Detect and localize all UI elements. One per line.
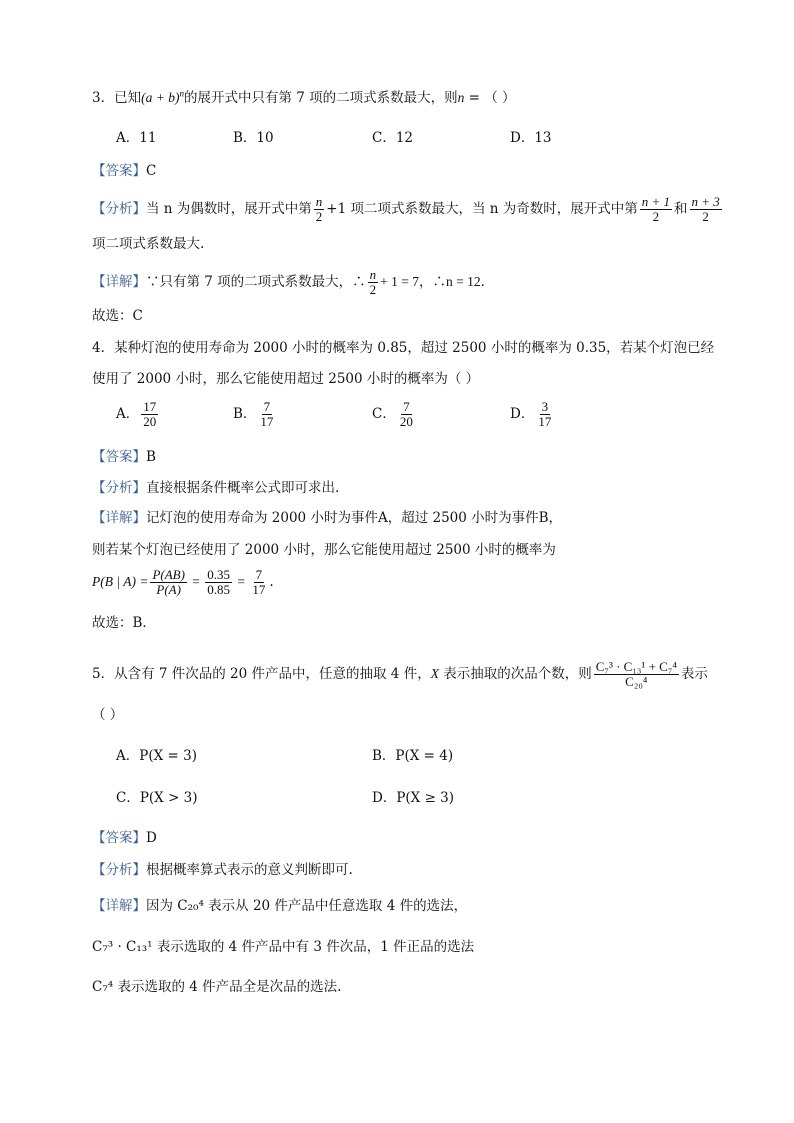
q4-formula: P(B | A) = $\frac{P(AB)}{P(A)}$ = $\frac{0.35}{0.85}$ = $\frac{7}{17}$ . bbox=[92, 567, 274, 597]
q5-stem-line2: （ ） bbox=[92, 707, 124, 723]
q4-option-b: B． $\frac{7}{17}$ bbox=[233, 399, 274, 429]
q5-combination-frac: $\frac{\text{C₇³ · C₁₃¹ + C₇⁴}}{\text{C₂₀⁴}}$ bbox=[595, 659, 677, 689]
q5-option-c: C．P(X > 3) bbox=[116, 790, 198, 806]
q3-frac-n-plus-3: $\frac{n + 3}{2}$ bbox=[691, 194, 720, 224]
q3-stem: 3．已知$(a + b)^n$的展开式中只有第 7 项的二项式系数最大，则n = （ ） bbox=[92, 88, 516, 106]
q3-detail-frac: $\frac{n}{2}$ bbox=[369, 267, 377, 297]
q5-analysis: 【分析】根据概率算式表示的意义判断即可. bbox=[92, 862, 353, 878]
q5-stem-line1: 5．从含有 7 件次品的 20 件产品中，任意的抽取 4 件，X 表示抽取的次品个数，则 $\frac{\text{C₇³ · C₁₃¹ + C₇⁴}}{\text{C₂₀⁴}}$ 表示 bbox=[92, 659, 708, 689]
q4-stem-line1: 4．某种灯泡的使用寿命为 2000 小时的概率为 0.85，超过 2500 小时的概率为 0.35，若某个灯泡已经 bbox=[92, 340, 715, 356]
q3-option-a: A．11 bbox=[116, 130, 157, 146]
q3-frac-n-over-2: $\frac{n}{2}$ bbox=[315, 194, 323, 224]
q4-option-d: D． $\frac{3}{17}$ bbox=[510, 399, 552, 429]
q3-expr: $(a + b)^n$ bbox=[141, 88, 184, 105]
q5-detail-line3: C₇⁴ 表示选取的 4 件产品全是次品的选法. bbox=[92, 979, 342, 995]
q5-option-d: D．P(X ≥ 3) bbox=[372, 790, 455, 806]
q3-option-d: D．13 bbox=[510, 130, 552, 146]
q4-option-a: A． $\frac{17}{20}$ bbox=[116, 399, 157, 429]
q5-option-b: B．P(X = 4) bbox=[372, 748, 454, 764]
q5-option-a: A．P(X = 3) bbox=[116, 748, 197, 764]
q4-answer: 【答案】B bbox=[92, 449, 156, 465]
q4-stem-line2: 使用了 2000 小时，那么它能使用超过 2500 小时的概率为（ ） bbox=[92, 371, 480, 387]
q4-choice: 故选：B． bbox=[92, 615, 156, 631]
q3-detail: 【详解】∵只有第 7 项的二项式系数最大，∴ $\frac{n}{2}$ + 1 = 7，∴n = 12． bbox=[92, 267, 495, 297]
q3-option-b: B．10 bbox=[233, 130, 274, 146]
q3-analysis: 【分析】当 n 为偶数时，展开式中第 $\frac{n}{2}$ +1 项二项式系数最大，当 n 为奇数时，展开式中第 $\frac{n + 1}{2}$ 和 $\frac{n + 3}{2}$ bbox=[92, 194, 720, 224]
q5-answer: 【答案】D bbox=[92, 830, 157, 846]
q3-analysis-line2: 项二项式系数最大. bbox=[92, 236, 205, 252]
q4-detail: 【详解】记灯泡的使用寿命为 2000 小时为事件A，超过 2500 小时为事件B， bbox=[92, 510, 563, 526]
q5-detail-line2: C₇³ · C₁₃¹ 表示选取的 4 件产品中有 3 件次品，1 件正品的选法 bbox=[92, 939, 475, 955]
q4-analysis: 【分析】直接根据条件概率公式即可求出. bbox=[92, 480, 340, 496]
q3-option-c: C．12 bbox=[372, 130, 414, 146]
q3-choice: 故选：C bbox=[92, 308, 143, 324]
q4-detail-line2: 则若某个灯泡已经使用了 2000 小时，那么它能使用超过 2500 小时的概率为 bbox=[92, 542, 556, 558]
q5-detail: 【详解】因为 C₂₀⁴ 表示从 20 件产品中任意选取 4 件的选法， bbox=[92, 898, 468, 914]
q3-frac-n-plus-1: $\frac{n + 1}{2}$ bbox=[641, 194, 671, 224]
q4-option-c: C． $\frac{7}{20}$ bbox=[372, 399, 413, 429]
q3-answer: 【答案】C bbox=[92, 163, 157, 179]
